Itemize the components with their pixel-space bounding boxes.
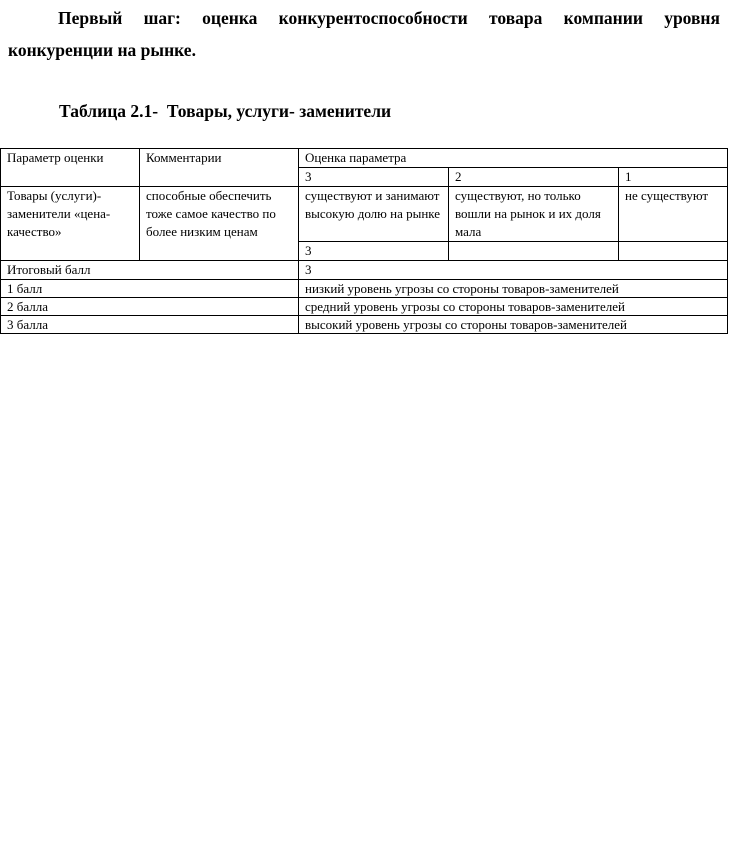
header-score-1: 1 bbox=[619, 168, 728, 187]
legend-label: 3 балла bbox=[1, 316, 299, 334]
header-evaluation: Оценка параметра bbox=[299, 149, 728, 168]
legend-label: 2 балла bbox=[1, 298, 299, 316]
empty-cell-1 bbox=[619, 242, 728, 261]
legend-row bbox=[1, 316, 728, 334]
legend-text: высокий уровень угрозы со стороны товаров-заменителей bbox=[299, 316, 728, 334]
header-score-3: 3 bbox=[299, 168, 449, 187]
header-score-2: 2 bbox=[449, 168, 619, 187]
total-value: 3 bbox=[299, 261, 728, 280]
table-title: Таблица 2.1- Товары, услуги- заменители bbox=[59, 101, 392, 121]
header-row bbox=[1, 149, 728, 168]
option-1-cell: не существуют bbox=[619, 187, 728, 242]
empty-cell-2 bbox=[449, 242, 619, 261]
param-cell: Товары (услуги)-заменители «цена-качество» bbox=[1, 187, 140, 261]
substitutes-table bbox=[0, 148, 728, 334]
legend-row bbox=[1, 298, 728, 316]
legend-label: 1 балл bbox=[1, 280, 299, 298]
legend-text: низкий уровень угрозы со стороны товаров-заменителей bbox=[299, 280, 728, 298]
option-3-cell: существуют и занимают высокую долю на рынке bbox=[299, 187, 449, 242]
option-2-cell: существуют, но только вошли на рынок и их доля мала bbox=[449, 187, 619, 242]
total-label: Итоговый балл bbox=[1, 261, 299, 280]
legend-text: средний уровень угрозы со стороны товаров-заменителей bbox=[299, 298, 728, 316]
total-row bbox=[1, 261, 728, 280]
selected-score-cell: 3 bbox=[299, 242, 449, 261]
legend-row bbox=[1, 280, 728, 298]
intro-paragraph: Первый шаг: оценка конкурентоспособности товара компании уровня конкуренции на рынке. bbox=[8, 8, 720, 60]
param-row bbox=[1, 187, 728, 242]
comment-cell: способные обеспечить тоже самое качество по более низким ценам bbox=[140, 187, 299, 261]
header-comments: Комментарии bbox=[140, 149, 299, 187]
header-param: Параметр оценки bbox=[1, 149, 140, 187]
